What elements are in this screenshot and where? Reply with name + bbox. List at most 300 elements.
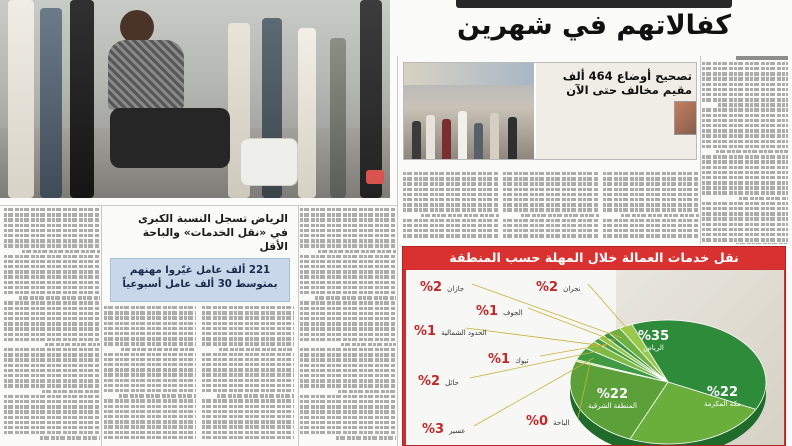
text-line — [104, 337, 196, 340]
seated-man-trousers — [110, 108, 230, 168]
text-line — [503, 172, 599, 175]
text-line — [300, 322, 396, 325]
pie-category-label: المنطقة الشرقية — [588, 402, 637, 410]
text-line — [4, 229, 100, 232]
highlight-box — [110, 258, 290, 302]
text-line — [403, 198, 499, 201]
text-line — [300, 275, 396, 278]
text-line — [503, 219, 599, 222]
pie-label — [418, 370, 459, 389]
text-line — [104, 436, 196, 439]
text-line — [300, 213, 396, 216]
text-line — [104, 379, 196, 382]
photo-figure — [8, 0, 34, 198]
text-line — [104, 368, 196, 371]
article-column-mid-1 — [403, 172, 499, 242]
highlight-line1: 221 ألف عامل غيّروا مهنهم — [129, 265, 271, 276]
text-line — [202, 420, 294, 423]
text-line — [202, 379, 294, 382]
text-line — [121, 348, 196, 351]
text-line — [300, 291, 396, 294]
text-line — [300, 374, 396, 377]
text-line — [318, 250, 396, 253]
column-divider — [101, 206, 102, 446]
text-line — [4, 301, 100, 304]
text-line — [4, 218, 100, 221]
text-line — [702, 233, 788, 236]
text-line — [702, 186, 788, 189]
pie-category-label: جازان — [447, 285, 465, 293]
article-column-bottom-mid-2 — [202, 306, 294, 446]
text-line — [19, 296, 100, 299]
text-line — [202, 311, 294, 314]
text-line — [503, 203, 599, 206]
text-line — [300, 208, 396, 211]
text-line — [702, 83, 788, 86]
text-line — [104, 316, 196, 319]
text-line — [104, 306, 196, 309]
text-line — [702, 124, 788, 127]
text-line — [202, 373, 294, 376]
text-line — [104, 363, 196, 366]
text-line — [300, 358, 396, 361]
text-line — [104, 353, 196, 356]
text-line — [736, 243, 788, 244]
text-line — [603, 193, 699, 196]
inset-figure — [508, 117, 517, 160]
text-line — [202, 389, 294, 392]
text-line — [503, 182, 599, 185]
text-line — [4, 348, 100, 351]
text-line — [300, 353, 396, 356]
text-line — [702, 155, 788, 158]
text-line — [300, 255, 396, 258]
pie-label — [588, 388, 637, 411]
byline — [736, 56, 788, 60]
text-line — [300, 410, 396, 413]
row-divider — [0, 205, 397, 206]
sub-headline-line2: في «نقل الخدمات» والباحة الأقل — [142, 226, 288, 253]
text-line — [104, 420, 196, 423]
text-line — [202, 342, 294, 345]
pie-label — [536, 276, 581, 295]
text-line — [300, 426, 396, 429]
text-line — [503, 208, 599, 211]
text-line — [336, 436, 396, 439]
text-line — [4, 405, 100, 408]
text-line — [4, 333, 100, 336]
text-line — [503, 234, 599, 237]
text-line — [202, 399, 294, 402]
cropped-headline-line — [456, 0, 732, 8]
text-line — [300, 421, 396, 424]
text-line — [702, 217, 788, 220]
photo-figure — [298, 28, 316, 198]
pie-value-label: %3 — [422, 422, 445, 437]
pie-leader-line — [528, 308, 615, 341]
text-line — [300, 301, 396, 304]
pie-leader-line — [466, 328, 607, 346]
pie-label — [704, 386, 741, 409]
text-line — [217, 394, 294, 397]
text-line — [300, 405, 396, 408]
infographic-title: نقل خدمات العمالة خلال المهلة حسب المنطقة — [403, 247, 785, 269]
text-line — [702, 134, 788, 137]
text-line — [403, 188, 499, 191]
text-line — [603, 234, 699, 237]
text-line — [4, 213, 100, 216]
text-line — [104, 358, 196, 361]
water-jug — [240, 138, 298, 186]
text-line — [104, 311, 196, 314]
text-line — [202, 322, 294, 325]
text-line — [202, 384, 294, 387]
text-line — [4, 358, 100, 361]
text-line — [202, 368, 294, 371]
text-line — [4, 224, 100, 227]
text-line — [202, 316, 294, 319]
text-line — [4, 379, 100, 382]
text-line — [503, 229, 599, 232]
text-line — [300, 400, 396, 403]
inset-sub-headline-line1: تصحيح أوضاع 464 ألف — [562, 69, 692, 83]
text-line — [403, 182, 499, 185]
text-line — [702, 77, 788, 80]
text-line — [104, 342, 196, 345]
text-line — [202, 363, 294, 366]
seated-man-shirt — [108, 40, 184, 110]
text-line — [718, 103, 788, 106]
text-line — [503, 188, 599, 191]
text-line — [4, 431, 100, 434]
text-line — [300, 384, 396, 387]
text-line — [202, 332, 294, 335]
text-line — [300, 364, 396, 367]
pie-value-label: %22 — [706, 385, 739, 400]
pie-label — [488, 348, 529, 367]
pie-label — [526, 410, 570, 429]
text-line — [4, 307, 100, 310]
text-line — [4, 338, 100, 341]
inset-figure — [442, 119, 451, 160]
text-line — [4, 374, 100, 377]
article-column-mid-2 — [503, 172, 599, 242]
text-line — [300, 270, 396, 273]
text-line — [4, 291, 100, 294]
text-line — [603, 224, 699, 227]
text-line — [702, 98, 788, 101]
pie-category-label: الرياض — [643, 344, 664, 352]
text-line — [702, 114, 788, 117]
inset-figure — [426, 115, 435, 160]
pie-leader-line — [588, 284, 632, 334]
text-line — [104, 322, 196, 325]
pie-category-label: الجوف — [503, 309, 523, 317]
text-line — [702, 228, 788, 231]
text-line — [104, 431, 196, 434]
text-line — [202, 425, 294, 428]
text-line — [4, 239, 100, 242]
article-column-bottom-mid-1 — [104, 306, 196, 446]
text-line — [300, 317, 396, 320]
pie-label — [414, 320, 487, 339]
text-line — [300, 312, 396, 315]
text-line — [421, 214, 499, 217]
text-line — [4, 244, 100, 247]
pie-category-label: عسير — [449, 427, 466, 435]
text-line — [104, 425, 196, 428]
text-line — [40, 436, 100, 439]
text-line — [4, 208, 100, 211]
workers-photo — [0, 0, 390, 198]
text-line — [300, 338, 396, 341]
text-line — [300, 234, 396, 237]
text-line — [300, 333, 396, 336]
text-line — [4, 265, 100, 268]
text-line — [702, 223, 788, 226]
inset-sub-headline-line2: مقيم مخالف حتى الآن — [566, 83, 692, 97]
text-line — [4, 400, 100, 403]
text-line — [4, 384, 100, 387]
text-line — [603, 188, 699, 191]
text-line — [403, 219, 499, 222]
text-line — [403, 234, 499, 237]
text-line — [702, 93, 788, 96]
text-line — [403, 177, 499, 180]
text-line — [300, 218, 396, 221]
pie-category-label: الباحة — [553, 419, 570, 427]
inset-figure — [490, 113, 499, 160]
text-line — [202, 327, 294, 330]
text-line — [4, 421, 100, 424]
pie-value-label: %35 — [638, 329, 670, 344]
text-line — [4, 234, 100, 237]
inset-figure — [458, 111, 467, 160]
text-line — [22, 250, 100, 253]
text-line — [300, 369, 396, 372]
text-line — [403, 203, 499, 206]
highlight-line2: بمتوسط 30 ألف عامل أسبوعياً — [122, 279, 278, 290]
text-line — [503, 193, 599, 196]
text-line — [300, 224, 396, 227]
text-line — [104, 327, 196, 330]
infographic-body — [406, 270, 784, 446]
text-line — [403, 208, 499, 211]
text-line — [300, 379, 396, 382]
text-line — [702, 181, 788, 184]
text-line — [603, 208, 699, 211]
text-line — [4, 369, 100, 372]
pie-value-label: %1 — [414, 324, 437, 339]
text-line — [603, 203, 699, 206]
text-line — [104, 332, 196, 335]
text-line — [403, 224, 499, 227]
article-column-mid-3 — [603, 172, 699, 242]
column-divider — [700, 56, 701, 244]
text-line — [702, 140, 788, 143]
text-line — [202, 306, 294, 309]
sub-headline-box — [103, 207, 296, 257]
text-line — [202, 410, 294, 413]
text-line — [202, 436, 294, 439]
text-line — [4, 270, 100, 273]
text-line — [739, 197, 788, 200]
pie-label — [638, 330, 669, 353]
text-line — [300, 416, 396, 419]
text-line — [300, 431, 396, 434]
text-line — [603, 182, 699, 185]
text-line — [300, 229, 396, 232]
text-line — [4, 353, 100, 356]
pie-value-label: %2 — [536, 280, 559, 295]
text-line — [4, 364, 100, 367]
text-line — [702, 108, 788, 111]
text-line — [4, 410, 100, 413]
text-line — [403, 229, 499, 232]
text-line — [4, 281, 100, 284]
text-line — [300, 244, 396, 247]
text-line — [4, 312, 100, 315]
text-line — [4, 395, 100, 398]
text-line — [300, 395, 396, 398]
text-line — [702, 145, 788, 148]
pie-value-label: %1 — [476, 304, 499, 319]
pie-value-label: %2 — [420, 280, 443, 295]
text-line — [702, 176, 788, 179]
photo-figure — [360, 0, 382, 198]
photo-object — [366, 170, 384, 184]
pie-category-label: الحدود الشمالية — [441, 329, 487, 337]
inset-small-photo — [674, 101, 697, 135]
text-line — [621, 214, 699, 217]
text-line — [603, 172, 699, 175]
text-line — [702, 202, 788, 205]
text-line — [300, 260, 396, 263]
pie-value-label: %22 — [596, 387, 629, 402]
text-line — [702, 67, 788, 70]
text-line — [702, 72, 788, 75]
pie-label — [476, 300, 523, 319]
text-line — [202, 415, 294, 418]
column-divider — [397, 56, 398, 446]
headline-area — [396, 0, 792, 54]
column-divider — [298, 206, 299, 446]
inset-figure — [474, 123, 483, 160]
text-line — [202, 358, 294, 361]
text-line — [300, 286, 396, 289]
text-line — [603, 219, 699, 222]
text-line — [202, 337, 294, 340]
text-line — [300, 327, 396, 330]
text-line — [300, 348, 396, 351]
infographic-box — [402, 246, 786, 446]
seated-man-head — [120, 10, 154, 44]
text-line — [4, 317, 100, 320]
text-line — [104, 389, 196, 392]
photo-figure — [40, 8, 62, 198]
text-line — [300, 265, 396, 268]
text-line — [104, 410, 196, 413]
pie-label — [420, 276, 464, 295]
text-line — [42, 390, 100, 393]
text-line — [202, 405, 294, 408]
text-line — [45, 343, 100, 346]
inset-photo — [404, 63, 534, 160]
pie-category-label: مكة المكرمة — [704, 400, 741, 408]
text-line — [702, 238, 788, 241]
main-headline: كفالاتهم في شهرين — [457, 10, 731, 41]
text-line — [702, 212, 788, 215]
text-line — [702, 88, 788, 91]
inset-article — [403, 62, 697, 160]
article-column-bottom-right — [300, 208, 396, 446]
text-line — [603, 177, 699, 180]
text-line — [702, 160, 788, 163]
text-line — [702, 119, 788, 122]
pie-value-label: %1 — [488, 352, 511, 367]
inset-building — [404, 63, 534, 85]
text-line — [403, 172, 499, 175]
text-line — [603, 229, 699, 232]
text-line — [202, 431, 294, 434]
text-line — [503, 177, 599, 180]
text-line — [4, 322, 100, 325]
text-line — [219, 348, 294, 351]
text-line — [702, 171, 788, 174]
text-line — [202, 353, 294, 356]
text-line — [521, 214, 599, 217]
text-line — [104, 399, 196, 402]
text-line — [702, 191, 788, 194]
pie-value-label: %2 — [418, 374, 441, 389]
text-line — [104, 384, 196, 387]
text-line — [4, 260, 100, 263]
text-line — [4, 426, 100, 429]
text-line — [702, 129, 788, 132]
article-column-bottom-left — [4, 208, 100, 446]
text-line — [4, 327, 100, 330]
text-line — [4, 416, 100, 419]
sub-headline-line1: الرياض تسجل النسبة الكبرى — [138, 212, 288, 225]
pie-category-label: حائل — [445, 379, 459, 387]
inset-sub-headline — [542, 69, 692, 97]
pie-category-label: نجران — [563, 285, 581, 293]
text-line — [104, 415, 196, 418]
article-column-right — [702, 56, 788, 244]
text-line — [503, 198, 599, 201]
text-line — [403, 193, 499, 196]
text-line — [603, 198, 699, 201]
text-line — [503, 224, 599, 227]
text-line — [300, 307, 396, 310]
pie-value-label: %0 — [526, 414, 549, 429]
text-line — [702, 207, 788, 210]
text-line — [104, 405, 196, 408]
pie-label — [422, 418, 466, 437]
text-line — [702, 62, 788, 65]
photo-figure — [330, 38, 346, 198]
text-line — [4, 255, 100, 258]
pie-category-label: تبوك — [515, 357, 529, 365]
text-line — [119, 394, 196, 397]
text-line — [341, 343, 396, 346]
text-line — [338, 390, 396, 393]
text-line — [300, 281, 396, 284]
text-line — [702, 166, 788, 169]
text-line — [716, 150, 788, 153]
text-line — [4, 286, 100, 289]
text-line — [4, 275, 100, 278]
